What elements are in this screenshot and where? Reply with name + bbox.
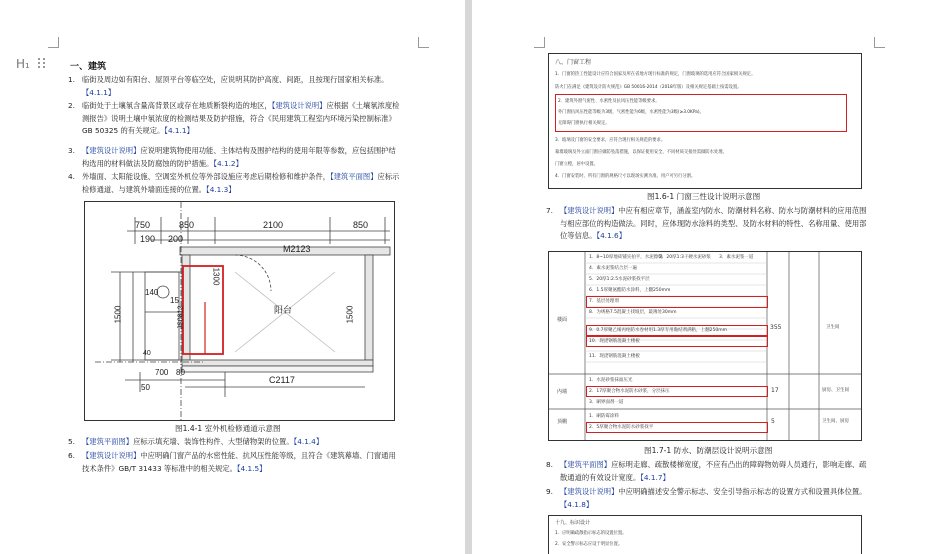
table-cell: 7．基层处理剂 <box>589 299 619 304</box>
item-number: 9. <box>546 487 553 496</box>
spec-line: 2．建筑外窗气密性、水密性及抗风压性能等级要求。 <box>558 99 660 104</box>
list-item <box>546 459 872 484</box>
reference-tag: 【建筑设计说明】 <box>82 451 141 460</box>
item-number: 6. <box>68 451 75 460</box>
dimension-label: 190 <box>140 234 156 244</box>
item-text: 临街及周边如有阳台、屋顶平台等临空处，应说明其防护高度、间距，且按现行国家相关标准。【4.1.1】 <box>82 75 389 97</box>
reference-tag: 【建筑平面图】 <box>560 460 612 469</box>
item-number: 2. <box>68 101 75 110</box>
table-cell: 1．刷防霉涂料 <box>589 414 619 419</box>
item-number: 3. <box>68 146 75 155</box>
table-cell: 厨房、卫生间 <box>822 388 849 393</box>
reference-tag: 【4.1.6】 <box>596 231 626 241</box>
table-cell: 3．刷界面剂一道 <box>589 400 624 405</box>
spec-line: 外门窗抗风压性能等级为3级，气密性能为6级，水密性能为3级(≥3.0KPa)。 <box>558 110 704 115</box>
reference-tag: 【4.1.4】 <box>293 437 324 446</box>
table-cell: 卫生间 <box>826 325 840 330</box>
table-cell: 9．0.7厚聚乙烯丙纶防水卷材用1.3厚专用黏结剂满粘，上翻250mm <box>589 328 728 333</box>
table-cell: 1．8~10厚地砖铺实拍平，水泥擦缝 <box>589 255 663 260</box>
list-item <box>68 171 402 196</box>
table-cell: 8．为规格7.5混凝土找坡层，最薄处30mm <box>589 310 677 315</box>
list-item <box>68 145 402 170</box>
dimension-label: 850 <box>179 220 195 230</box>
figure-title: 八、门窗工程 <box>555 59 592 66</box>
reference-tag: 【建筑设计说明】 <box>560 206 619 215</box>
item-text: 【建筑设计说明】中应明确描述安全警示标志、安全引导指示标志的设置方式和设置具体位置。【4.1.8】 <box>560 487 867 509</box>
item-text: 临街处于土壤氡含量高背景区或存在地质断裂构造的地区，【建筑设计说明】应根据《土壤氡浓度检测报告》说明土壤中氡浓度的检测结果及防护措施，符合《民用建筑工程室内环境污染控制标准》GB 50325 的有关规定。【4.1.1】 <box>82 101 400 136</box>
dimension-label: 15 <box>170 296 179 305</box>
list-item <box>68 450 402 475</box>
table-cell: 5 <box>771 418 775 425</box>
item-text: 【建筑设计说明】应说明建筑物使用功能、主体结构及围护结构的使用年限等参数，应包括围护结构选用的材料做法及防腐蚀的防护措施。【4.1.2】 <box>82 146 396 168</box>
crop-mark-top-right <box>418 37 429 48</box>
reference-tag: 【建筑平面图】 <box>82 437 134 446</box>
figure-caption: 图1.6-1 门窗三性设计说明示意图 <box>647 192 761 201</box>
reference-tag: 【建筑设计说明】 <box>271 101 327 110</box>
dimension-label: 50 <box>141 383 150 392</box>
table-cell: 355 <box>770 324 782 331</box>
figure-caption: 图1.4-1 室外机检修通道示意图 <box>175 424 281 433</box>
table-cell: 17 <box>771 387 779 394</box>
reference-tag: 【4.1.1】 <box>164 126 194 136</box>
table-cell: 11．现浇钢筋混凝土楼板 <box>589 354 640 359</box>
item-text: 【建筑设计说明】中应明确门窗产品的水密性能、抗风压性能等级，且符合《建筑幕墙、门窗通用技术条件》GB/T 31433 等标准中的相关规定。【4.1.5】 <box>82 451 396 473</box>
item-text: 【建筑设计说明】中应有相应章节，涵盖室内防水、防潮材料名称、防水与防潮材料的应用范围与相应部位的构造做法。同时，应体现防水涂料的类型、及防水材料的特性、名称用量、使用部位等信息。【4.1.6】 <box>560 206 867 241</box>
table-cell: 3．素水泥浆一道 <box>719 255 754 260</box>
reference-tag: 【4.1.5】 <box>236 463 267 473</box>
section-heading: 一、建筑 <box>70 62 107 72</box>
dimension-label: 80 <box>176 368 185 377</box>
list-item <box>68 100 402 138</box>
crop-mark-top-left <box>48 37 59 48</box>
reference-tag: 【建筑设计说明】 <box>560 487 619 496</box>
dimension-label: 1300 <box>211 267 221 286</box>
item-number: 7. <box>546 206 553 215</box>
reference-tag: 【4.1.8】 <box>560 499 594 509</box>
item-number: 1. <box>68 75 75 84</box>
page-gap <box>465 0 472 554</box>
table-cell: 2．17厚聚合物水泥防水砂浆，分层抹压 <box>589 389 670 394</box>
item-text: 外墙面、太阳能设施、空调室外机位等外部设施应考虑后期检修和维护条件，【建筑平面图】应标示检修通道、与建筑外墙面连接的位置。【4.1.3】 <box>82 172 400 194</box>
spec-line: 无障碍门窗执行相关规定。 <box>558 121 610 126</box>
list-item <box>546 486 872 511</box>
dimension-label: 750 <box>135 220 151 230</box>
table-cell: 卫生间、厨房 <box>822 419 849 424</box>
document-page-2 <box>472 0 942 554</box>
window-label: C2117 <box>269 375 295 385</box>
table-cell: 4．素水泥浆结合层一遍 <box>589 266 637 271</box>
dimension-label: 1500 <box>113 305 123 324</box>
fixture-label: JS0812 <box>177 305 185 330</box>
list-item <box>546 205 872 243</box>
crop-mark-top-left <box>534 37 545 48</box>
reference-tag: 【建筑设计说明】 <box>82 146 141 155</box>
door-label: M2123 <box>283 244 311 254</box>
reference-tag: 【建筑平面图】 <box>330 172 378 181</box>
reference-tag: 【4.1.3】 <box>206 184 236 194</box>
dimension-label: 1500 <box>345 305 355 324</box>
spec-line: 4．门窗安装时，所有门窗的规格尺寸以现场实测为准，用户可另行分割。 <box>555 174 696 179</box>
signage-spec-figure <box>548 515 862 554</box>
spec-line: 幕墙玻璃及外立面门窗应做防坠落措施，以保证使用安全，不同材质交接处需做防水处理。 <box>555 150 727 155</box>
figure-caption: 图1.7-1 防水、防潮层设计说明示意图 <box>644 446 773 455</box>
dimension-label: 700 <box>155 368 169 377</box>
spec-line: 3．玻璃及门窗的安全要求，应符合现行相关规范的要求。 <box>555 138 666 143</box>
spec-line: 1．应明确疏散指示标志的设置位置。 <box>555 531 627 536</box>
floor-plan-drawing <box>84 201 395 421</box>
item-number: 5. <box>68 437 75 446</box>
reference-tag: 【4.1.7】 <box>640 472 670 482</box>
room-label: 阳台 <box>274 305 293 315</box>
item-number: 4. <box>68 172 75 181</box>
table-cell: 2．5厚聚合物水泥防水砂浆找平 <box>589 425 654 430</box>
table-cell: 2．20厚1:3干硬水泥砂浆 <box>659 255 711 260</box>
list-item <box>68 436 402 449</box>
spec-line: 防火门在满足《建筑设计防火规范》GB 50016-2014（2018年版）及相关规定基础上按需设置。 <box>555 85 742 90</box>
item-text: 【建筑平面图】应标示填充墙、装饰性构件、大型储物架的位置。【4.1.4】 <box>82 437 324 446</box>
item-text: 【建筑平面图】应标明走廊、疏散楼梯宽度，不应有凸出的障碍物妨碍人员通行，影响走廊、疏散通道的有效设计宽度。【4.1.7】 <box>560 460 867 482</box>
dimension-label: 850 <box>353 220 369 230</box>
waterproof-spec-table <box>548 251 862 441</box>
crop-mark-top-right <box>874 37 885 48</box>
spec-line: 2．安全警示标志应设于明显位置。 <box>555 542 623 547</box>
drag-handle-icon[interactable] <box>38 57 46 69</box>
dimension-label: 200 <box>168 234 184 244</box>
table-row-header: 顶棚 <box>557 419 568 425</box>
spec-line: 门窗立樘，居中设置。 <box>555 162 598 167</box>
reference-tag: 【4.1.2】 <box>213 158 243 168</box>
table-row-header: 内墙 <box>557 389 568 395</box>
window-spec-figure <box>548 53 862 189</box>
table-cell: 6．1.5厚聚氨酯防水涂料，上翻250mm <box>589 288 671 293</box>
heading-style-marker[interactable]: H₁ <box>16 57 30 71</box>
dimension-label: 2100 <box>263 220 284 230</box>
table-row-header: 楼面 <box>557 317 568 323</box>
table-cell: 1．水泥砂浆抹面压光 <box>589 378 633 383</box>
dimension-label: 40 <box>143 350 151 357</box>
item-number: 8. <box>546 460 553 469</box>
table-cell: 10．现浇钢筋混凝土楼板 <box>589 339 640 344</box>
figure-title: 十九、标识设计 <box>555 520 591 526</box>
reference-tag: 【4.1.1】 <box>82 87 116 97</box>
dimension-label: 140 <box>145 288 159 297</box>
list-item <box>68 74 402 99</box>
document-page-1 <box>0 0 465 554</box>
spec-line: 1．门窗的热工性能设计应符合国家及所在省地方现行标准的规定，门窗玻璃的选用应符合国家相关规定。 <box>555 72 756 77</box>
table-cell: 5．20厚1:2.5水泥砂浆找平层 <box>589 277 650 282</box>
